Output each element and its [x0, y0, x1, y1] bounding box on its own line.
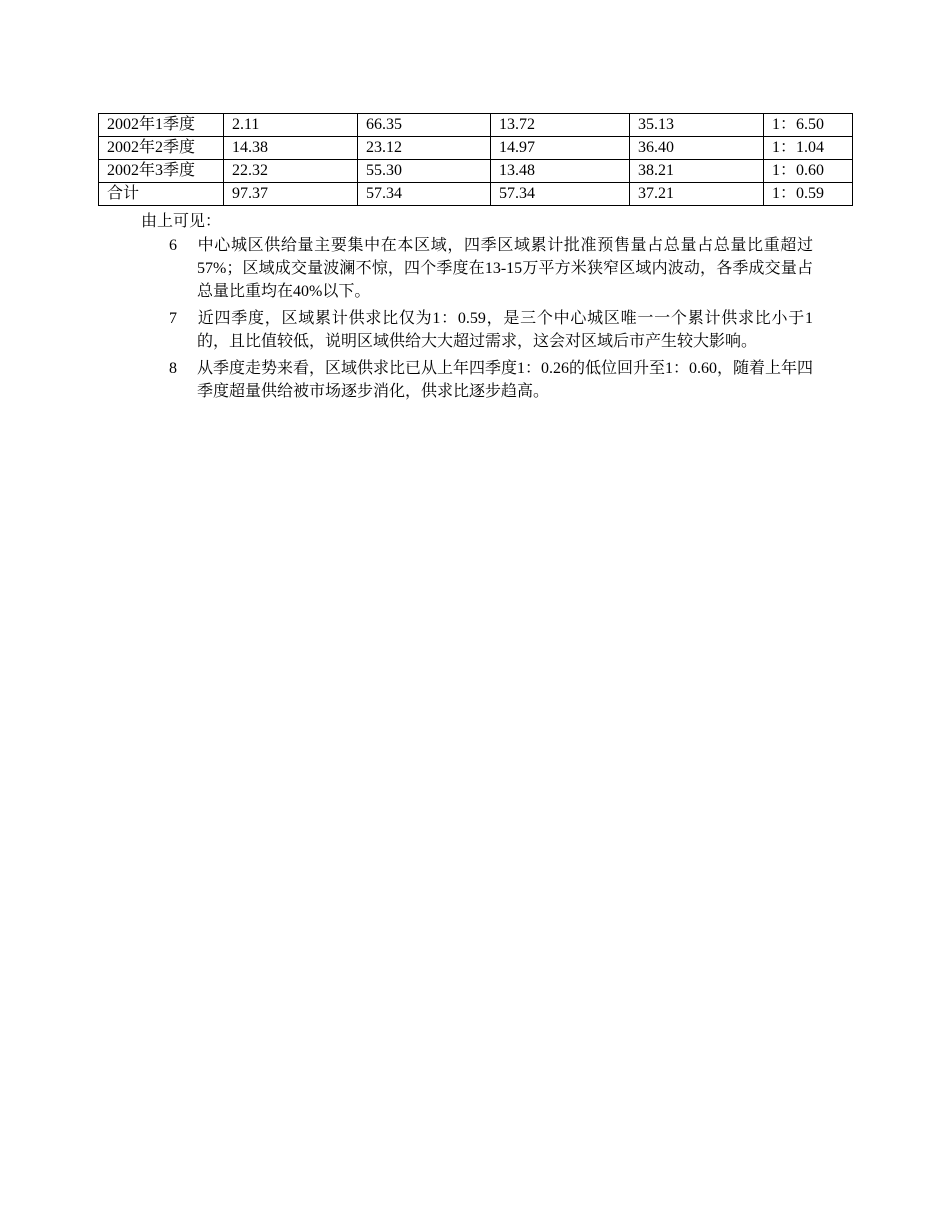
table-cell-ratio: 1：1.04: [764, 137, 853, 160]
table-cell: 38.21: [630, 160, 764, 183]
table-cell: 97.37: [224, 183, 358, 206]
list-item-body: 近四季度，区域累计供求比仅为1：0.59，是三个中心城区唯一一个累计供求比小于1的，且比值较低，说明区域供给大大超过需求，这会对区域后市产生较大影响。: [197, 310, 813, 350]
list-item: [141, 357, 813, 403]
supply-demand-table: [98, 113, 853, 206]
list-item: [141, 307, 813, 353]
table-cell-period: 2002年2季度: [99, 137, 224, 160]
table-cell-ratio: 1：0.60: [764, 160, 853, 183]
list-item-number: 7: [169, 310, 177, 327]
table-cell-period: 合计: [99, 183, 224, 206]
table-cell: 36.40: [630, 137, 764, 160]
table-cell: 13.48: [491, 160, 630, 183]
list-item-number: 8: [169, 360, 177, 377]
table-cell: 55.30: [358, 160, 491, 183]
table-cell: 22.32: [224, 160, 358, 183]
table-cell: 35.13: [630, 114, 764, 137]
table-cell-period: 2002年1季度: [99, 114, 224, 137]
table-cell: 2.11: [224, 114, 358, 137]
table-cell: 57.34: [358, 183, 491, 206]
list-item-body: 从季度走势来看，区域供求比已从上年四季度1：0.26的低位回升至1：0.60，随着上年四季度超量供给被市场逐步消化，供求比逐步趋高。: [197, 360, 814, 400]
table-cell: 66.35: [358, 114, 491, 137]
table-row: [99, 137, 853, 160]
table-cell-period: 2002年3季度: [99, 160, 224, 183]
table-cell-ratio: 1：0.59: [764, 183, 853, 206]
table-cell: 13.72: [491, 114, 630, 137]
table-cell-ratio: 1：6.50: [764, 114, 853, 137]
list-item-number: 6: [169, 237, 177, 254]
table-row: [99, 114, 853, 137]
intro-paragraph: 由上可见：: [141, 213, 222, 230]
table-cell: 37.21: [630, 183, 764, 206]
table-row-total: [99, 183, 853, 206]
table-cell: 23.12: [358, 137, 491, 160]
table-cell: 57.34: [491, 183, 630, 206]
analysis-text: [141, 210, 813, 407]
table-cell: 14.38: [224, 137, 358, 160]
list-item: [141, 234, 813, 303]
list-item-body: 中心城区供给量主要集中在本区域，四季区域累计批准预售量占总量占总量比重超过57%；区域成交量波澜不惊，四个季度在13-15万平方米狭窄区域内波动，各季成交量占总量比重均在40%以下。: [197, 237, 813, 300]
table-row: [99, 160, 853, 183]
table-cell: 14.97: [491, 137, 630, 160]
